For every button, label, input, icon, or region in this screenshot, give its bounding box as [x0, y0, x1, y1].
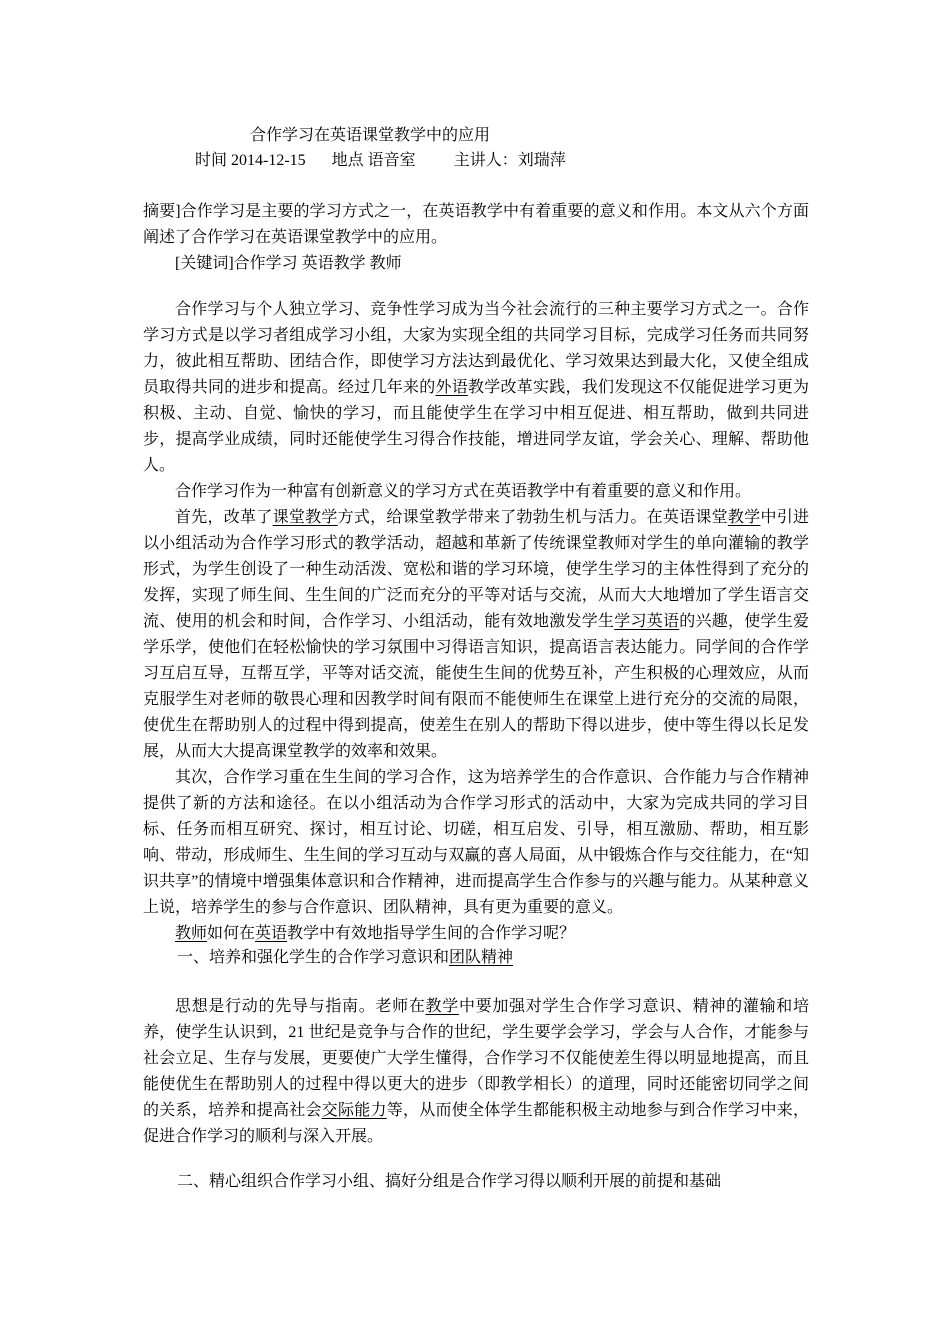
paragraph-question: [143, 921, 809, 947]
abstract-block: [143, 199, 809, 277]
main-body: [143, 297, 809, 947]
link-learn-english[interactable]: 学习英语: [614, 613, 680, 630]
document-title: 合作学习在英语课堂教学中的应用: [250, 127, 491, 144]
section-heading-1: [177, 945, 513, 971]
paragraph-thought: [143, 994, 809, 1150]
link-english[interactable]: 英语: [255, 925, 288, 942]
paragraph-text: 合作学习与个人独立学习、竞争性学习成为当今社会流行的三种主要学习方式之一。合作学习方式是以学习者组成学习小组，大家为实现全组的共同学习目标，完成学习任务而共同努力，彼此相互帮助、团结合作，即使学习方法达到最优化、学习效果达到最大化，又使全组成员取得共同的进步和提高。经过几年来的: [143, 301, 809, 396]
document-meta: [195, 149, 566, 173]
section-heading-2: 二、精心组织合作学习小组、搞好分组是合作学习得以顺利开展的前提和基础: [177, 1173, 722, 1190]
paragraph-text: 等，从而使全体学生都能积极主动地参与到合作学习中来，促进合作学习的顺利与深入开展。: [143, 1102, 809, 1145]
paragraph-text: 的兴趣，使学生爱学乐学，使他们在轻松愉快的学习氛围中习得语言知识，提高语言表达能力。同学间的合作学习互启互导，互帮互学，平等对话交流，能使生生间的优势互补，产生积极的心理效应，从而克服学生对老师的敬畏心理和因教学时间有限而不能使师生在课堂上进行充分的交流的局限，使优生在帮助别人的过程中得到提高，使差生在别人的帮助下得以进步，使中等生得以长足发展，从而大大提高课堂教学的效率和效果。: [143, 613, 809, 760]
paragraph-intro: [143, 297, 809, 479]
keywords-line: [关键词]合作学习 英语教学 教师: [175, 255, 402, 272]
heading-text: 一、培养和强化学生的合作学习意识和: [177, 949, 450, 966]
paragraph-text: 教学改革实践，我们发现这不仅能促进学习更为积极、主动、自觉、愉快的学习，而且能使学生在学习中相互促进、相互帮助，做到共同进步，提高学业成绩，同时还能使学生习得合作技能，增进同学友谊，学会关心、理解、帮助他人。: [143, 379, 809, 474]
link-classroom-teaching[interactable]: 课堂教学: [272, 509, 338, 526]
meta-time: 时间 2014-12-15: [195, 152, 306, 169]
link-foreign-language[interactable]: 外语: [435, 379, 468, 396]
paragraph-text: 中引进以小组活动为合作学习形式的教学活动，超越和革新了传统课堂教师对学生的单向灌输的教学形式，为学生创设了一种生动活泼、宽松和谐的学习环境，使学生学习的主体性得到了充分的发挥，实现了师生间、生生间的广泛而充分的平等对话与交流，从而大大地增加了学生语言交流、使用的机会和时间，合作学习、小组活动，能有效地激发学生: [143, 509, 809, 630]
paragraph-text: 如何在: [207, 925, 256, 942]
paragraph-text: 中要加强对学生合作学习意识、精神的灌输和培养，使学生认识到，21 世纪是竞争与合作的世纪，学生要学会学习，学会与人合作，才能参与社会立足、生存与发展，更要使广大学生懂得，合作学习不仅能使差生得以明显地提高，而且能使优生在帮助别人的过程中得以更大的进步（即教学相长）的道理，同时还能密切同学之间的关系，培养和提高社会: [143, 998, 809, 1119]
paragraph-second: 其次，合作学习重在生生间的学习合作，这为培养学生的合作意识、合作能力与合作精神提供了新的方法和途径。在以小组活动为合作学习形式的活动中，大家为完成共同的学习目标、任务而相互研究、探讨，相互讨论、切磋，相互启发、引导，相互激励、帮助，相互影响、带动，形成师生、生生间的学习互动与双赢的喜人局面，从中锻炼合作与交往能力，在“知识共享”的情境中增强集体意识和合作精神，进而提高学生合作参与的兴趣与能力。从某种意义上说，培养学生的参与合作意识、团队精神，具有更为重要的意义。: [143, 769, 809, 916]
paragraph-significance: 合作学习作为一种富有创新意义的学习方式在英语教学中有着重要的意义和作用。: [175, 483, 752, 500]
link-team-spirit[interactable]: 团队精神: [449, 949, 514, 966]
link-teaching-2[interactable]: 教学: [425, 998, 459, 1015]
paragraph-text: 教学中有效地指导学生间的合作学习呢？: [287, 925, 576, 942]
meta-place: 地点 语音室: [331, 152, 416, 169]
paragraph-text: 思想是行动的先导与指南。老师在: [175, 998, 426, 1015]
abstract-text: 摘要]合作学习是主要的学习方式之一，在英语教学中有着重要的意义和作用。本文从六个方面阐述了合作学习在英语课堂教学中的应用。: [143, 203, 809, 246]
link-communication-ability[interactable]: 交际能力: [321, 1102, 387, 1119]
link-teaching[interactable]: 教学: [727, 509, 761, 526]
paragraph-text: 首先，改革了: [175, 509, 273, 526]
link-teacher[interactable]: 教师: [175, 925, 208, 942]
meta-speaker: 主讲人：刘瑞萍: [453, 152, 566, 169]
paragraph-first: [143, 505, 809, 765]
paragraph-text: 方式，给课堂教学带来了勃勃生机与活力。在英语课堂: [337, 509, 728, 526]
section-1-body: [143, 994, 809, 1150]
